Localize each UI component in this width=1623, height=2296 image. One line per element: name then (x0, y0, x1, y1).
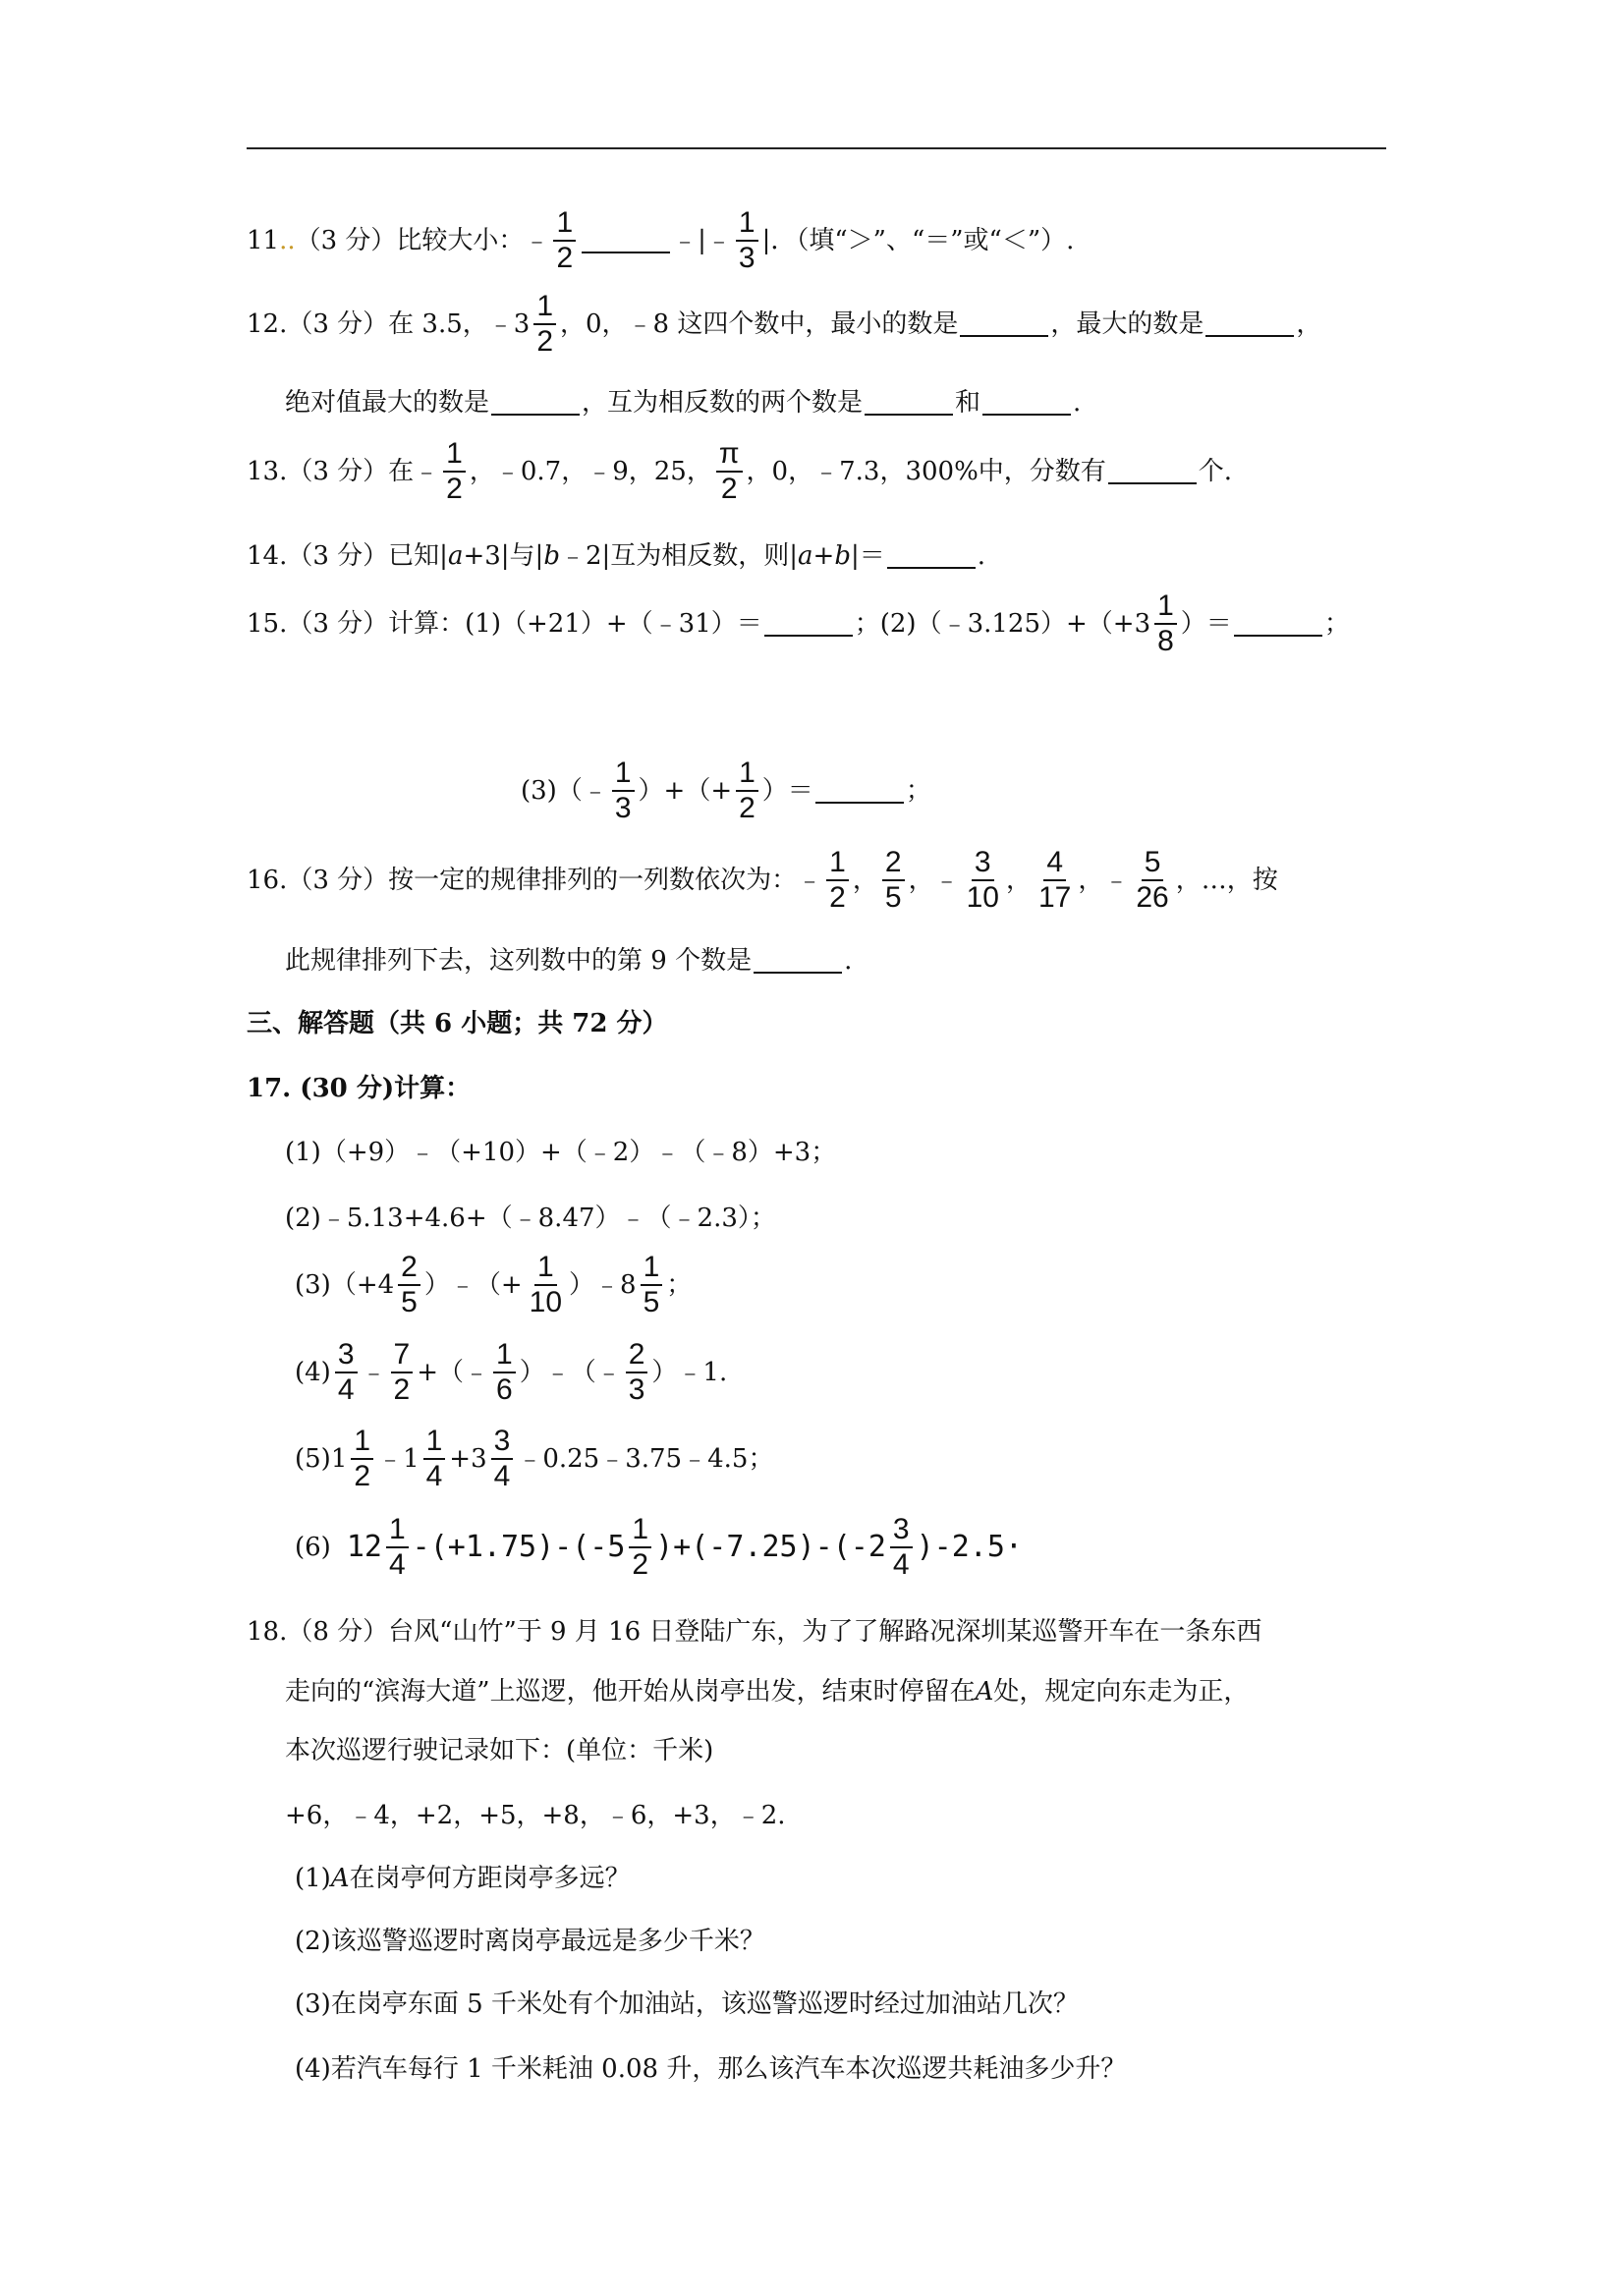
q17-part-3: (3)（+4 $\frac{2}{5}$ ）﹣（+ $\frac{1}{10}$ ）﹣8 $\frac{1}{5}$ ； (295, 1251, 693, 1318)
q17-part-5: (5)1 $\frac{1}{2}$ ﹣1 $\frac{1}{4}$ +3 $\frac{3}{4}$ ﹣0.25﹣3.75﹣4.5； (295, 1425, 774, 1492)
q17-4-fraction-3: $\frac{1}{6}$ (493, 1340, 516, 1405)
q17-5-fraction-2: $\frac{1}{4}$ (423, 1427, 446, 1491)
question-11: 11 .. （3 分）比较大小： ﹣ $\frac{1}{2}$ ﹣|﹣ $\frac{1}{3}$ |．（填“＞”、“＝”或“＜”）. (247, 206, 1075, 274)
q15-fraction-1: $\frac{1}{8}$ (1154, 591, 1177, 656)
question-13: 13. （3 分）在﹣ $\frac{1}{2}$ ，﹣0.7，﹣9，25， $\frac{\pi}{2}$ ，0，﹣7.3，300%中，分数有 个. (247, 437, 1233, 505)
q12-blank-opp-1[interactable] (865, 390, 953, 416)
section-3-heading: 三、解答题（共 6 小题；共 72 分） (247, 1009, 668, 1038)
question-14: 14. （3 分）已知| a +3|与| b ﹣2|互为相反数，则| a + b |＝ . (247, 541, 986, 571)
q16-fraction-4: $\frac{4}{17}$ (1037, 846, 1072, 914)
q17-3-fraction-2: $\frac{1}{10}$ (529, 1251, 563, 1318)
question-16-line-2: 此规律排列下去，这列数中的第 9 个数是 . (285, 946, 853, 976)
q11-text: （3 分）比较大小： (295, 226, 525, 255)
q17-part-1: (1)（+9）﹣（+10）+（﹣2）﹣（﹣8）+3； (285, 1138, 837, 1167)
header-rule (247, 147, 1386, 149)
q12-blank-abs[interactable] (491, 390, 580, 416)
question-18-line-3: 本次巡逻行驶记录如下：(单位：千米) (285, 1736, 714, 1765)
q11-fraction-2: $\frac{1}{3}$ (736, 208, 758, 273)
q11-fraction-1: $\frac{1}{2}$ (553, 208, 576, 273)
q17-5-fraction-1: $\frac{1}{2}$ (351, 1427, 373, 1491)
q17-4-fraction-1: $\frac{3}{4}$ (335, 1340, 358, 1405)
q16-fraction-2: $\frac{2}{5}$ (882, 848, 905, 913)
question-18-records: +6，﹣4，+2，+5，+8，﹣6，+3，﹣2. (285, 1801, 786, 1830)
q13-fraction-pi: $\frac{\pi}{2}$ (716, 439, 743, 504)
question-16: 16. （3 分）按一定的规律排列的一列数依次为：﹣ $\frac{1}{2}$ ， $\frac{2}{5}$ ，﹣ $\frac{3}{10}$ ， $\frac{4}{17}$ ，﹣ $\frac{5}{26}$ ，…，按 (247, 846, 1278, 914)
q17-6-fraction-2: $\frac{1}{2}$ (629, 1515, 651, 1580)
q17-4-fraction-2: $\frac{7}{2}$ (391, 1340, 414, 1405)
question-12-line-2: 绝对值最大的数是 ，互为相反数的两个数是 和 . (285, 388, 1082, 418)
q17-part-2: (2)﹣5.13+4.6+（﹣8.47）﹣（﹣2.3）； (285, 1204, 776, 1233)
q17-part-6: (6) 12 $\frac{1}{4}$ -(+1.75)-(-5 $\frac{1}{2}$ )+(-7.25)-(-2 $\frac{3}{4}$ )-2.5· (295, 1513, 1023, 1581)
q16-fraction-5: $\frac{5}{26}$ (1136, 846, 1169, 914)
q15-blank-1[interactable] (764, 611, 853, 637)
q16-blank[interactable] (754, 948, 842, 974)
q11-number: 11 (247, 226, 280, 255)
q12-blank-opp-2[interactable] (982, 390, 1071, 416)
q12-blank-max[interactable] (1205, 311, 1294, 337)
q18-sub-3: (3)在岗亭东面 5 千米处有个加油站，该巡警巡逻时经过加油站几次？ (295, 1989, 1079, 2019)
q18-sub-1: (1) A 在岗亭何方距岗亭多远？ (295, 1864, 631, 1893)
q17-6-fraction-3: $\frac{3}{4}$ (890, 1515, 913, 1580)
question-18-line-2: 走向的“滨海大道”上巡逻，他开始从岗亭出发，结束时停留在 A 处，规定向东走为正， (285, 1677, 1250, 1707)
q18-sub-4: (4)若汽车每行 1 千米耗油 0.08 升，那么该汽车本次巡逻共耗油多少升？ (295, 2054, 1127, 2084)
q15-blank-3[interactable] (815, 778, 904, 804)
question-15-part-3: (3)（﹣ $\frac{1}{3}$ ）+（+ $\frac{1}{2}$ ）＝ ； (521, 756, 931, 824)
q15-blank-2[interactable] (1234, 611, 1322, 637)
question-18-line-1: 18.（8 分）台风“山竹”于 9 月 16 日登陆广东，为了了解路况深圳某巡警开车在一条东西 (247, 1617, 1262, 1647)
q13-blank[interactable] (1108, 459, 1197, 484)
q12-blank-min[interactable] (960, 311, 1048, 337)
q12-fraction: $\frac{1}{2}$ (533, 292, 556, 357)
q14-blank[interactable] (887, 543, 976, 569)
q17-part-4: (4) $\frac{3}{4}$ ﹣ $\frac{7}{2}$ +（﹣ $\frac{1}{6}$ ）﹣（﹣ $\frac{2}{3}$ ）﹣1. (295, 1338, 728, 1406)
q13-fraction-1: $\frac{1}{2}$ (443, 439, 466, 504)
q18-sub-2: (2)该巡警巡逻时离岗亭最远是多少千米？ (295, 1927, 765, 1956)
q15-fraction-2: $\frac{1}{3}$ (612, 758, 635, 823)
q17-6-fraction-1: $\frac{1}{4}$ (386, 1515, 409, 1580)
q11-blank[interactable] (582, 228, 670, 253)
question-17-title: 17. (30 分)计算： (247, 1074, 472, 1103)
question-15: 15. （3 分）计算：(1)（+21）+（﹣31）＝ ；(2)（﹣3.125）+（+3 $\frac{1}{8}$ ）＝ ； (247, 589, 1350, 657)
q17-3-fraction-1: $\frac{2}{5}$ (398, 1253, 420, 1317)
q17-4-fraction-4: $\frac{2}{3}$ (626, 1340, 648, 1405)
q15-fraction-3: $\frac{1}{2}$ (736, 758, 758, 823)
q16-fraction-1: $\frac{1}{2}$ (826, 848, 849, 913)
q17-3-fraction-3: $\frac{1}{5}$ (641, 1253, 663, 1317)
q17-5-fraction-3: $\frac{3}{4}$ (491, 1427, 514, 1491)
q16-fraction-3: $\frac{3}{10}$ (966, 846, 999, 914)
question-12: 12. （3 分）在 3.5，﹣3 $\frac{1}{2}$ ，0，﹣8 这四个数中，最小的数是 ，最大的数是 ， (247, 290, 1322, 358)
